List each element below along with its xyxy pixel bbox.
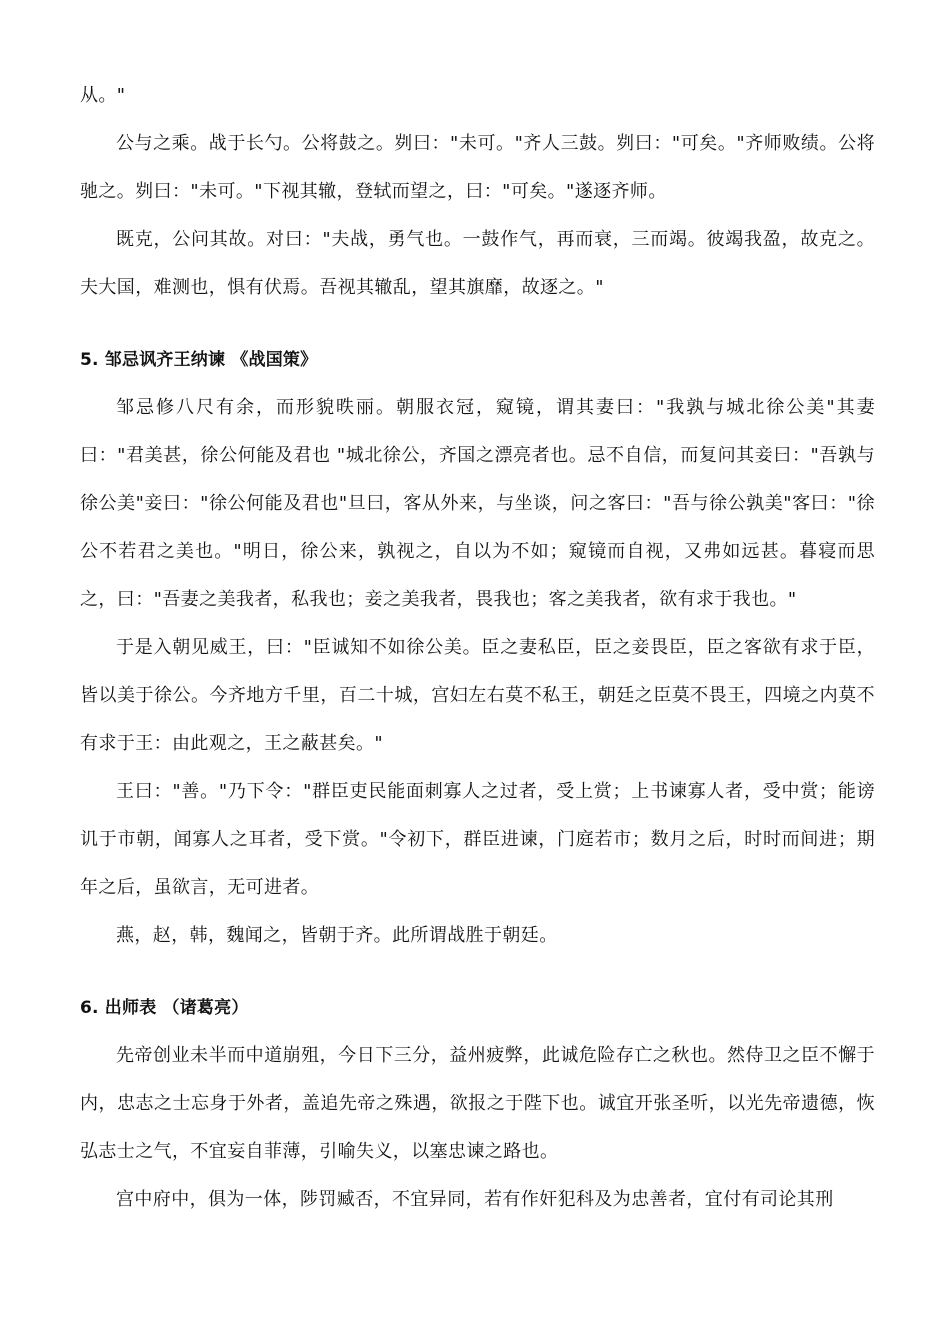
section-heading: 5. 邹忌讽齐王纳谏 《战国策》 — [80, 350, 318, 370]
paragraph: 公与之乘。战于长勺。公将鼓之。刿曰："未可。"齐人三鼓。刿曰："可矣。"齐师败绩。公将驰之。刿曰："未可。"下视其辙，登轼而望之，曰："可矣。"遂逐齐师。 — [80, 133, 875, 202]
paragraph: 于是入朝见威王，曰："臣诚知不如徐公美。臣之妻私臣，臣之妾畏臣，臣之客欲有求于臣，皆以美于徐公。今齐地方千里，百二十城，宫妇左右莫不私王，朝廷之臣莫不畏王，四境之内莫不有求于王：由此观之，王之蔽甚矣。" — [80, 637, 875, 754]
paragraph: 王曰："善。"乃下令："群臣吏民能面刺寡人之过者，受上赏；上书谏寡人者，受中赏；能谤讥于市朝，闻寡人之耳者，受下赏。"令初下，群臣进谏，门庭若市；数月之后，时时而间进；期年之后，虽欲言，无可进者。 — [80, 781, 875, 898]
document-page — [80, 72, 875, 1224]
paragraph: 既克，公问其故。对曰："夫战，勇气也。一鼓作气，再而衰，三而竭。彼竭我盈，故克之。夫大国，难测也，惧有伏焉。吾视其辙乱，望其旗靡，故逐之。" — [80, 229, 875, 298]
paragraph: 从。" — [80, 85, 126, 106]
section-gap — [80, 312, 875, 336]
paragraph: 邹忌修八尺有余，而形貌昳丽。朝服衣冠，窥镜，谓其妻曰："我孰与城北徐公美"其妻曰："君美甚，徐公何能及君也 "城北徐公，齐国之漂亮者也。忌不自信，而复问其妾曰："吾孰与徐公美"妾曰："徐公何能及君也"旦曰，客从外来，与坐谈，问之客曰："吾与徐公孰美"客曰："徐公不若君之美也。"明日，徐公来，孰视之，自以为不如；窥镜而自视，又弗如远甚。暮寝而思之，曰："吾妻之美我者，私我也；妾之美我者，畏我也；客之美我者，欲有求于我也。" — [80, 397, 875, 610]
paragraph: 先帝创业未半而中道崩殂，今日下三分，益州疲弊，此诚危险存亡之秋也。然侍卫之臣不懈于内，忠志之士忘身于外者，盖追先帝之殊遇，欲报之于陛下也。诚宜开张圣听，以光先帝遗德，恢弘志士之气，不宜妄自菲薄，引喻失义，以塞忠谏之路也。 — [80, 1045, 875, 1162]
section-gap — [80, 960, 875, 984]
paragraph: 宫中府中，俱为一体，陟罚臧否，不宜异同，若有作奸犯科及为忠善者，宜付有司论其刑 — [116, 1189, 834, 1210]
paragraph: 燕，赵，韩，魏闻之，皆朝于齐。此所谓战胜于朝廷。 — [116, 925, 558, 946]
section-heading: 6. 出师表 （诸葛亮） — [80, 998, 249, 1018]
